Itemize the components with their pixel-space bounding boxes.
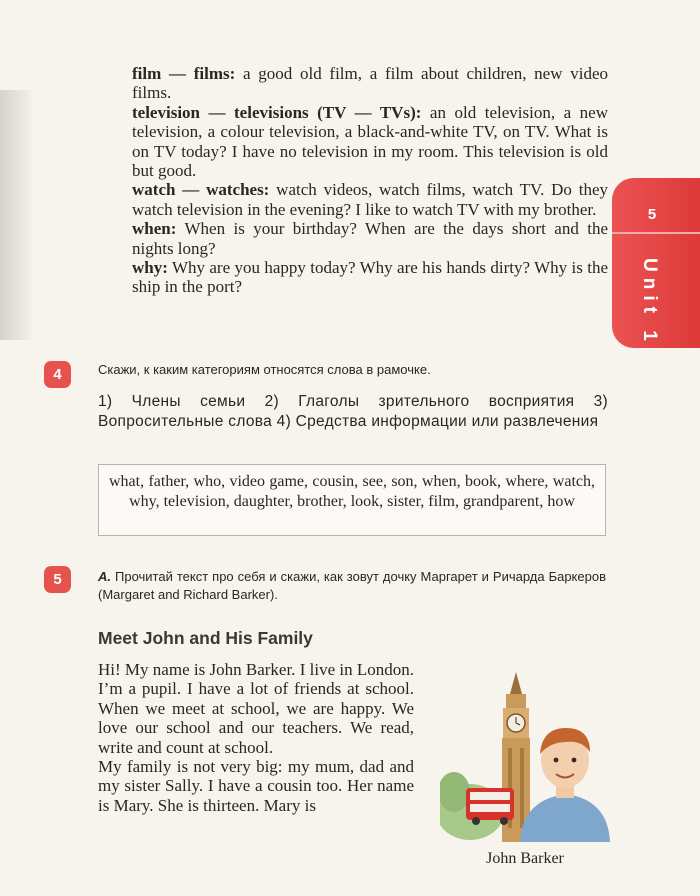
- vocab-examples: When is your birthday? When are the days short and the nights long?: [132, 219, 608, 258]
- page-number: 5: [647, 206, 657, 223]
- vocab-headword: film — films:: [132, 64, 236, 83]
- john-barker-illustration: [440, 672, 610, 842]
- vocab-entry-why: [132, 258, 608, 297]
- vocab-headword: watch — watches:: [132, 180, 270, 200]
- story-text: [98, 660, 414, 815]
- vocabulary-entries: [132, 64, 608, 297]
- exercise-5-badge: 5: [44, 566, 71, 593]
- vocab-headword: when:: [132, 219, 177, 239]
- vocab-entry-television: [132, 103, 608, 181]
- page-fold-shadow: [0, 90, 34, 340]
- vocab-entry-watch: [132, 180, 608, 219]
- exercise-5-instruction-text: Прочитай текст про себя и скажи, как зовут дочку Маргарет и Ричарда Баркеров (Margaret and Richard Barker).: [98, 569, 606, 602]
- illustration-caption: John Barker: [486, 850, 564, 867]
- vocab-examples: an old television, a new television, a colour television, a black-and-white TV, on TV. What is on TV today? I have no television in my room. This television is old but good.: [132, 102, 608, 181]
- exercise-4-instruction: Скажи, к каким категориям относятся слова в рамочке.: [98, 362, 431, 377]
- vocab-examples: Why are you happy today? Why are his hands dirty? Why is the ship in the port?: [132, 258, 608, 297]
- exercise-part-label: A.: [98, 569, 111, 584]
- story-title: Meet John and His Family: [98, 628, 313, 648]
- vocab-entry-when: [132, 219, 608, 258]
- word-box: what, father, who, video game, cousin, see, son, when, book, where, watch, why, television, daughter, brother, look, sister, film, grandparent, how: [98, 464, 606, 536]
- side-tab-divider: [612, 232, 700, 234]
- vocab-headword: television — televisions (TV — TVs):: [132, 102, 422, 122]
- vocab-examples: watch videos, watch films, watch TV. Do they watch television in the evening? I like to watch TV with my brother.: [132, 180, 609, 219]
- story-paragraph: Hi! My name is John Barker. I live in London. I’m a pupil. I have a lot of friends at school. When we meet at school, we are happy. We love our school and our teachers. We read, write and count at school.: [98, 660, 414, 757]
- exercise-4-badge: 4: [44, 361, 71, 388]
- unit-label: Unit 1: [639, 258, 660, 347]
- exercise-4-categories: 1) Члены семьи 2) Глаголы зрительного восприятия 3) Вопросительные слова 4) Средства информации или развлечения: [98, 393, 608, 430]
- vocab-headword: why:: [132, 258, 168, 278]
- red-bus-icon: [466, 788, 514, 825]
- vocab-examples: a good old film, a film about children, new video films.: [132, 64, 608, 103]
- exercise-5-instruction: [98, 568, 606, 603]
- vocab-entry-film: [132, 64, 608, 103]
- story-paragraph: My family is not very big: my mum, dad and my sister Sally. I have a cousin too. Her name is Mary. She is thirteen. Mary is: [98, 757, 414, 815]
